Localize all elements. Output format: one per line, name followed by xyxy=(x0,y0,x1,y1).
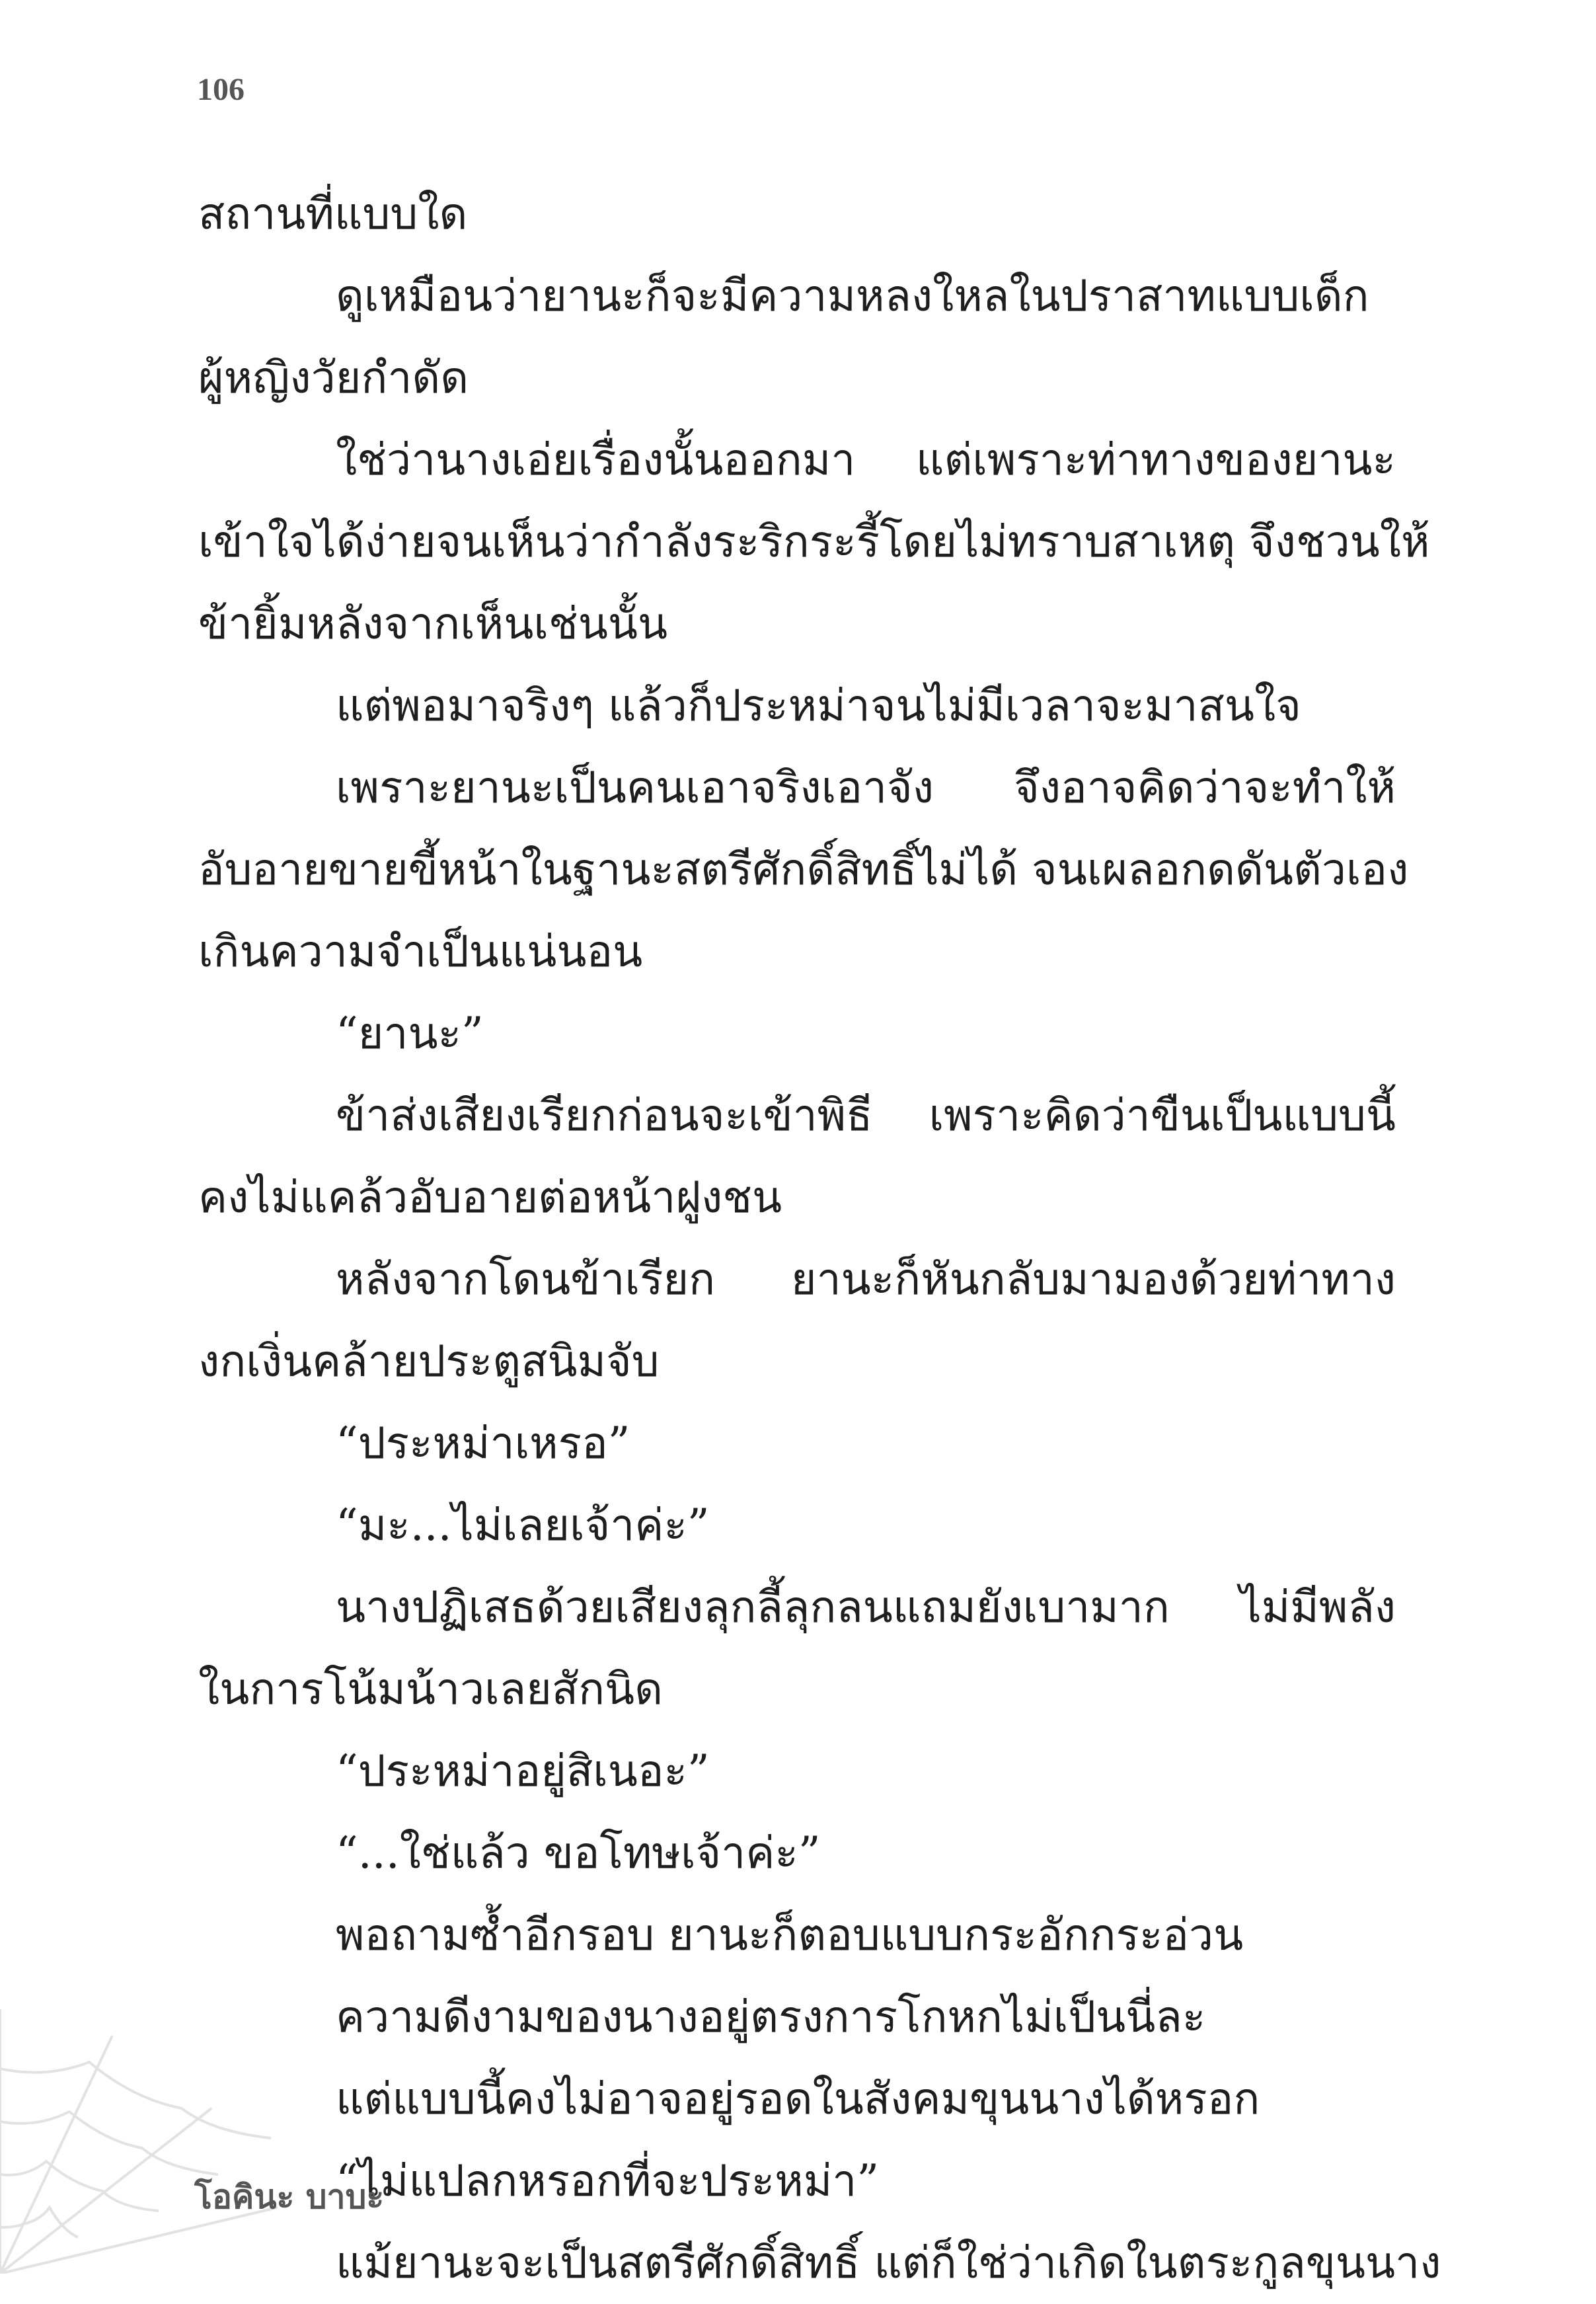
text-line: แม้ยานะจะเป็นสตรีศักดิ์สิทธิ์ แต่ก็ใช่ว่าเกิดในตระกูลขุนนาง xyxy=(336,2237,1441,2288)
text-line: เข้าใจได้ง่ายจนเห็นว่ากำลังระริกระรี้โดยไม่ทราบสาเหตุ จึงชวนให้ xyxy=(198,516,1430,567)
text-line: ข้าส่งเสียงเรียกก่อนจะเข้าพิธี เพราะคิดว่าขืนเป็นแบบนี้ xyxy=(336,1090,1396,1141)
text-line: “ประหม่าอยู่สิเนอะ” xyxy=(336,1746,710,1796)
text-line: ใช่ว่านางเอ่ยเรื่องนั้นออกมา แต่เพราะท่าทางของยานะ xyxy=(336,434,1396,485)
text-line: แต่พอมาจริงๆ แล้วก็ประหม่าจนไม่มีเวลาจะมาสนใจ xyxy=(336,680,1301,731)
text-line: แต่แบบนี้คงไม่อาจอยู่รอดในสังคมขุนนางได้หรอก xyxy=(336,2073,1260,2124)
text-line: “มะ...ไม่เลยเจ้าค่ะ” xyxy=(336,1500,710,1551)
text-line: นางปฏิเสธด้วยเสียงลุกลี้ลุกลนแถมยังเบามาก ไม่มีพลัง xyxy=(336,1582,1396,1632)
text-line: “ไม่แปลกหรอกที่จะประหม่า” xyxy=(336,2155,880,2206)
text-line: พอถามซ้ำอีกรอบ ยานะก็ตอบแบบกระอักกระอ่วน xyxy=(336,1909,1244,1960)
text-line: ดูเหมือนว่ายานะก็จะมีความหลงใหลในปราสาทแบบเด็ก xyxy=(336,270,1369,321)
spider-web-icon xyxy=(0,2009,278,2274)
text-line: ผู้หญิงวัยกำดัด xyxy=(198,352,469,403)
text-line: เกินความจำเป็นแน่นอน xyxy=(198,926,643,977)
text-line: เพราะยานะเป็นคนเอาจริงเอาจัง จึงอาจคิดว่าจะทำให้ xyxy=(336,762,1396,813)
text-line: ในการโน้มน้าวเลยสักนิด xyxy=(198,1664,664,1714)
text-line: คงไม่แคล้วอับอายต่อหน้าฝูงชน xyxy=(198,1172,782,1223)
text-line: ข้ายิ้มหลังจากเห็นเช่นนั้น xyxy=(198,598,668,649)
text-line: ความดีงามของนางอยู่ตรงการโกหกไม่เป็นนี่ละ xyxy=(336,1991,1206,2042)
text-line: “ยานะ” xyxy=(336,1008,484,1059)
text-line: หลังจากโดนข้าเรียก ยานะก็หันกลับมามองด้วยท่าทาง xyxy=(336,1254,1396,1305)
text-line: “...ใช่แล้ว ขอโทษเจ้าค่ะ” xyxy=(336,1827,821,1878)
text-line: งกเงิ่นคล้ายประตูสนิมจับ xyxy=(198,1336,660,1387)
text-line: “ประหม่าเหรอ” xyxy=(336,1418,630,1469)
page-number: 106 xyxy=(197,72,245,107)
footer-title: โอคินะ บาบะ xyxy=(194,2178,385,2216)
text-line: อับอายขายขี้หน้าในฐานะสตรีศักดิ์สิทธิ์ไม่ได้ จนเผลอกดดันตัวเอง xyxy=(198,844,1409,895)
text-line: สถานที่แบบใด xyxy=(198,188,468,239)
